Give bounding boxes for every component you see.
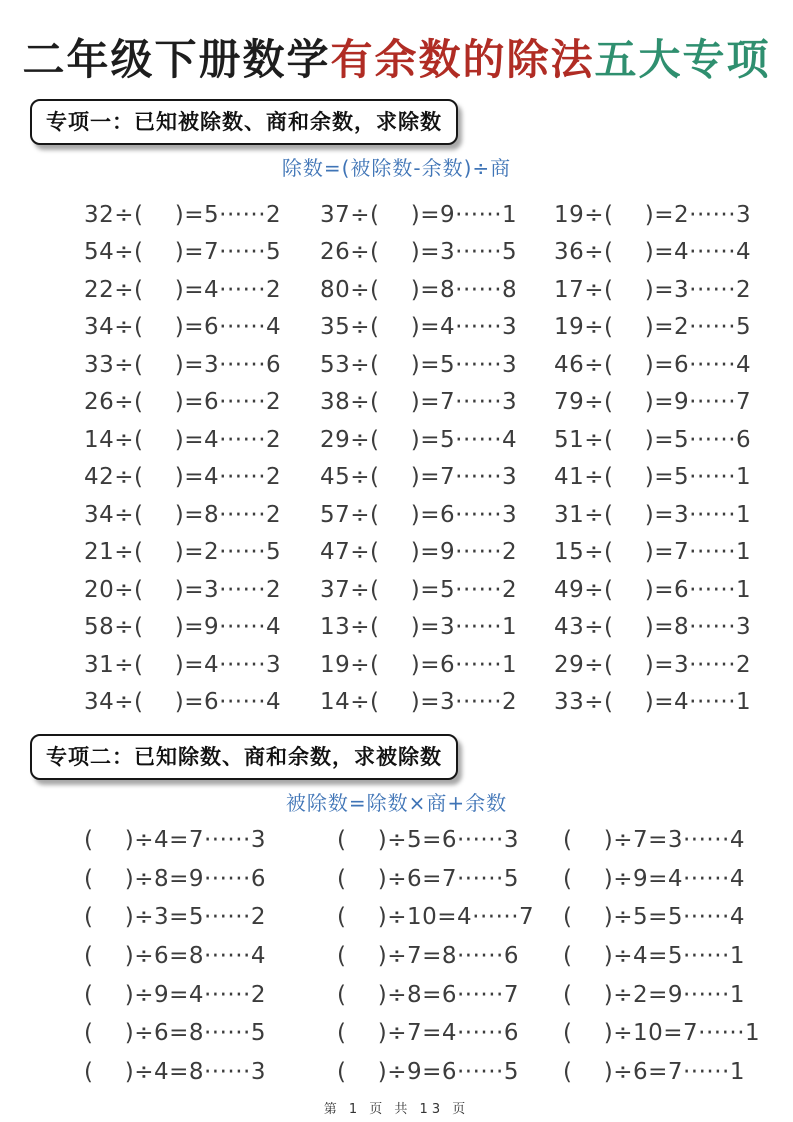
problem-item: ( )÷6=7······5 — [337, 865, 519, 892]
problem-item: 20÷( )=3······2 — [84, 576, 282, 603]
problem-item: 19÷( )=2······3 — [554, 201, 752, 228]
section2-problem-grid — [84, 821, 793, 1091]
problem-item: 33÷( )=4······1 — [554, 689, 752, 716]
title-grade-part: 二年级下册数学 — [22, 35, 331, 84]
problem-item: 53÷( )=5······3 — [320, 351, 518, 378]
problem-item: 79÷( )=9······7 — [554, 389, 752, 416]
problem-item: ( )÷4=8······3 — [84, 1058, 266, 1085]
problem-item: 47÷( )=9······2 — [320, 539, 518, 566]
problem-item: 19÷( )=6······1 — [320, 651, 518, 678]
problem-item: ( )÷5=6······3 — [337, 827, 519, 854]
problem-item: 34÷( )=6······4 — [84, 314, 282, 341]
problem-item: 34÷( )=6······4 — [84, 689, 282, 716]
problem-item: 54÷( )=7······5 — [84, 239, 282, 266]
section2-formula: 被除数=除数×商+余数 — [285, 791, 508, 815]
problem-item: 58÷( )=9······4 — [84, 614, 282, 641]
problem-item: 26÷( )=6······2 — [84, 389, 282, 416]
section2-header: 专项二：已知除数、商和余数，求被除数 — [30, 734, 458, 780]
problem-item: ( )÷4=5······1 — [563, 943, 745, 970]
problem-item: 29÷( )=3······2 — [554, 651, 752, 678]
problem-item: 49÷( )=6······1 — [554, 576, 752, 603]
problem-item: 80÷( )=8······8 — [320, 276, 518, 303]
problem-item: ( )÷3=5······2 — [84, 904, 266, 931]
problem-item: 36÷( )=4······4 — [554, 239, 752, 266]
section1-problem-grid — [84, 196, 793, 721]
problem-item: ( )÷8=9······6 — [84, 865, 266, 892]
problem-item: ( )÷6=8······4 — [84, 943, 266, 970]
problem-item: 37÷( )=5······2 — [320, 576, 518, 603]
title-series-part: 五大专项 — [594, 35, 771, 84]
problem-item: 13÷( )=3······1 — [320, 614, 518, 641]
problem-item: 14÷( )=3······2 — [320, 689, 518, 716]
problem-item: 45÷( )=7······3 — [320, 464, 518, 491]
problem-item: 33÷( )=3······6 — [84, 351, 282, 378]
problem-item: 37÷( )=9······1 — [320, 201, 518, 228]
problem-item: ( )÷7=3······4 — [563, 827, 745, 854]
problem-item: ( )÷10=7······1 — [563, 1020, 761, 1047]
title-topic-part: 有余数的除法 — [330, 35, 595, 84]
section1-header-row — [30, 99, 793, 145]
problem-item: 31÷( )=4······3 — [84, 651, 282, 678]
problem-item: 43÷( )=8······3 — [554, 614, 752, 641]
problem-item: ( )÷7=4······6 — [337, 1020, 519, 1047]
problem-item: ( )÷4=7······3 — [84, 827, 266, 854]
problem-item: ( )÷10=4······7 — [337, 904, 535, 931]
problem-item: ( )÷6=8······5 — [84, 1020, 266, 1047]
problem-item: 22÷( )=4······2 — [84, 276, 282, 303]
problem-item: 34÷( )=8······2 — [84, 501, 282, 528]
section2-header-row — [30, 734, 793, 780]
problem-item: ( )÷5=5······4 — [563, 904, 745, 931]
problem-item: 29÷( )=5······4 — [320, 426, 518, 453]
problem-item: 46÷( )=6······4 — [554, 351, 752, 378]
problem-item: 35÷( )=4······3 — [320, 314, 518, 341]
problem-item: 51÷( )=5······6 — [554, 426, 752, 453]
problem-item: 15÷( )=7······1 — [554, 539, 752, 566]
problem-item: 41÷( )=5······1 — [554, 464, 752, 491]
problem-item: 32÷( )=5······2 — [84, 201, 282, 228]
problem-item: 19÷( )=2······5 — [554, 314, 752, 341]
problem-item: 42÷( )=4······2 — [84, 464, 282, 491]
section1-header: 专项一：已知被除数、商和余数，求除数 — [30, 99, 458, 145]
problem-item: ( )÷8=6······7 — [337, 981, 519, 1008]
problem-item: ( )÷9=6······5 — [337, 1058, 519, 1085]
problem-item: 31÷( )=3······1 — [554, 501, 752, 528]
problem-item: 38÷( )=7······3 — [320, 389, 518, 416]
page-title — [0, 34, 793, 86]
problem-item: 17÷( )=3······2 — [554, 276, 752, 303]
problem-item: 14÷( )=4······2 — [84, 426, 282, 453]
problem-item: ( )÷9=4······4 — [563, 865, 745, 892]
problem-item: ( )÷6=7······1 — [563, 1058, 745, 1085]
section1-formula: 除数=(被除数-余数)÷商 — [281, 156, 512, 180]
problem-item: 26÷( )=3······5 — [320, 239, 518, 266]
problem-item: 21÷( )=2······5 — [84, 539, 282, 566]
problem-item: 57÷( )=6······3 — [320, 501, 518, 528]
page-footer: 第 1 页 共 13 页 — [323, 1102, 470, 1118]
problem-item: ( )÷2=9······1 — [563, 981, 745, 1008]
problem-item: ( )÷9=4······2 — [84, 981, 266, 1008]
problem-item: ( )÷7=8······6 — [337, 943, 519, 970]
